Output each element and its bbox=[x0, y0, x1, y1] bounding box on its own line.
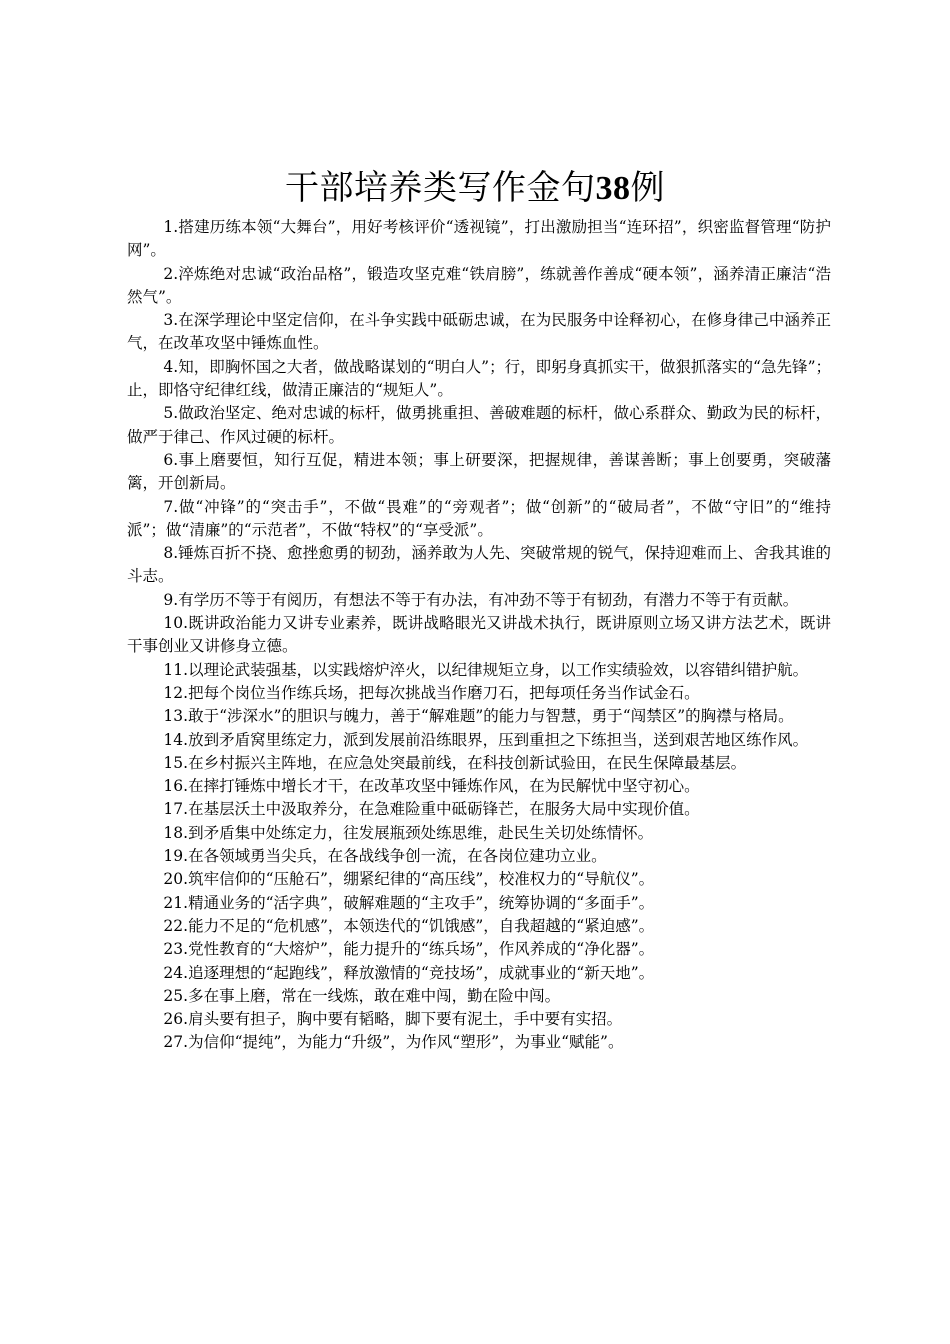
list-item: 4.知，即胸怀国之大者，做战略谋划的“明白人”；行，即躬身真抓实干，做狠抓落实的“急先锋”；止，即恪守纪律红线，做清正廉洁的“规矩人”。 bbox=[127, 357, 831, 400]
list-item: 9.有学历不等于有阅历，有想法不等于有办法，有冲劲不等于有韧劲，有潜力不等于有贡献。 bbox=[163, 590, 799, 609]
list-item: 27.为信仰“提纯”，为能力“升级”，为作风“塑形”，为事业“赋能”。 bbox=[163, 1033, 624, 1052]
list-item: 17.在基层沃土中汲取养分，在急难险重中砥砺锋芒，在服务大局中实现价值。 bbox=[163, 800, 700, 819]
title-suffix: 例 bbox=[630, 168, 665, 208]
list-item: 1.搭建历练本领“大舞台”，用好考核评价“透视镜”，打出激励担当“连环招”，织密监督管理“防护网”。 bbox=[127, 218, 831, 260]
list-item: 14.放到矛盾窝里练定力，派到发展前沿练眼界，压到重担之下练担当，送到艰苦地区练作风。 bbox=[163, 730, 809, 749]
list-item: 15.在乡村振兴主阵地，在应急处突最前线，在科技创新试验田，在民生保障最基层。 bbox=[163, 753, 747, 772]
list-item: 10.既讲政治能力又讲专业素养，既讲战略眼光又讲战术执行，既讲原则立场又讲方法艺术，既讲干事创业又讲修身立德。 bbox=[127, 614, 831, 656]
list-item: 12.把每个岗位当作练兵场，把每次挑战当作磨刀石，把每项任务当作试金石。 bbox=[163, 683, 700, 702]
list-item: 8.锤炼百折不挠、愈挫愈勇的韧劲，涵养敢为人先、突破常规的锐气，保持迎难而上、舍我其谁的斗志。 bbox=[127, 544, 831, 586]
list-item: 26.肩头要有担子，胸中要有韬略，脚下要有泥土，手中要有实招。 bbox=[163, 1010, 623, 1029]
list-item: 18.到矛盾集中处练定力，往发展瓶颈处练思维，赴民生关切处练情怀。 bbox=[163, 823, 654, 842]
quote-list bbox=[127, 216, 831, 1055]
list-item: 24.追逐理想的“起跑线”，释放激情的“竞技场”，成就事业的“新天地”。 bbox=[163, 963, 655, 982]
title-number: 38 bbox=[595, 170, 631, 207]
list-item: 13.敢于“涉深水”的胆识与魄力，善于“解难题”的能力与智慧，勇于“闯禁区”的胸襟与格局。 bbox=[163, 707, 794, 726]
list-item: 25.多在事上磨，常在一线炼，敢在难中闯，勤在险中闯。 bbox=[163, 986, 561, 1005]
list-item: 22.能力不足的“危机感”，本领迭代的“饥饿感”，自我超越的“紧迫感”。 bbox=[163, 916, 655, 935]
list-item: 21.精通业务的“活字典”，破解难题的“主攻手”，统筹协调的“多面手”。 bbox=[163, 893, 655, 912]
list-item: 19.在各领域勇当尖兵，在各战线争创一流，在各岗位建功立业。 bbox=[163, 847, 607, 866]
list-item: 7.做“冲锋”的“突击手”，不做“畏难”的“旁观者”；做“创新”的“破局者”，不做“守旧”的“维持派”；做“清廉”的“示范者”，不做“特权”的“享受派”。 bbox=[127, 497, 831, 539]
title-text: 干部培养类写作金句 bbox=[285, 168, 596, 208]
list-item: 20.筑牢信仰的“压舱石”，绷紧纪律的“高压线”，校准权力的“导航仪”。 bbox=[163, 870, 655, 889]
list-item: 11.以理论武装强基，以实践熔炉淬火，以纪律规矩立身，以工作实绩验效，以容错纠错护航。 bbox=[163, 660, 809, 679]
list-item: 2.淬炼绝对忠诚“政治品格”，锻造攻坚克难“铁肩膀”，练就善作善成“硬本领”，涵养清正廉洁“浩然气”。 bbox=[127, 264, 831, 306]
list-item: 5.做政治坚定、绝对忠诚的标杆，做勇挑重担、善破难题的标杆，做心系群众、勤政为民的标杆，做严于律己、作风过硬的标杆。 bbox=[127, 404, 831, 446]
list-item: 6.事上磨要恒，知行互促，精进本领；事上研要深，把握规律，善谋善断；事上创要勇，突破藩篱，开创新局。 bbox=[127, 450, 831, 493]
page-title bbox=[0, 166, 950, 211]
list-item: 23.党性教育的“大熔炉”，能力提升的“练兵场”，作风养成的“净化器”。 bbox=[163, 940, 655, 959]
list-item: 16.在摔打锤炼中增长才干，在改革攻坚中锤炼作风，在为民解忧中坚守初心。 bbox=[163, 777, 700, 796]
list-item: 3.在深学理论中坚定信仰，在斗争实践中砥砺忠诚，在为民服务中诠释初心，在修身律己中涵养正气，在改革攻坚中锤炼血性。 bbox=[127, 311, 831, 353]
